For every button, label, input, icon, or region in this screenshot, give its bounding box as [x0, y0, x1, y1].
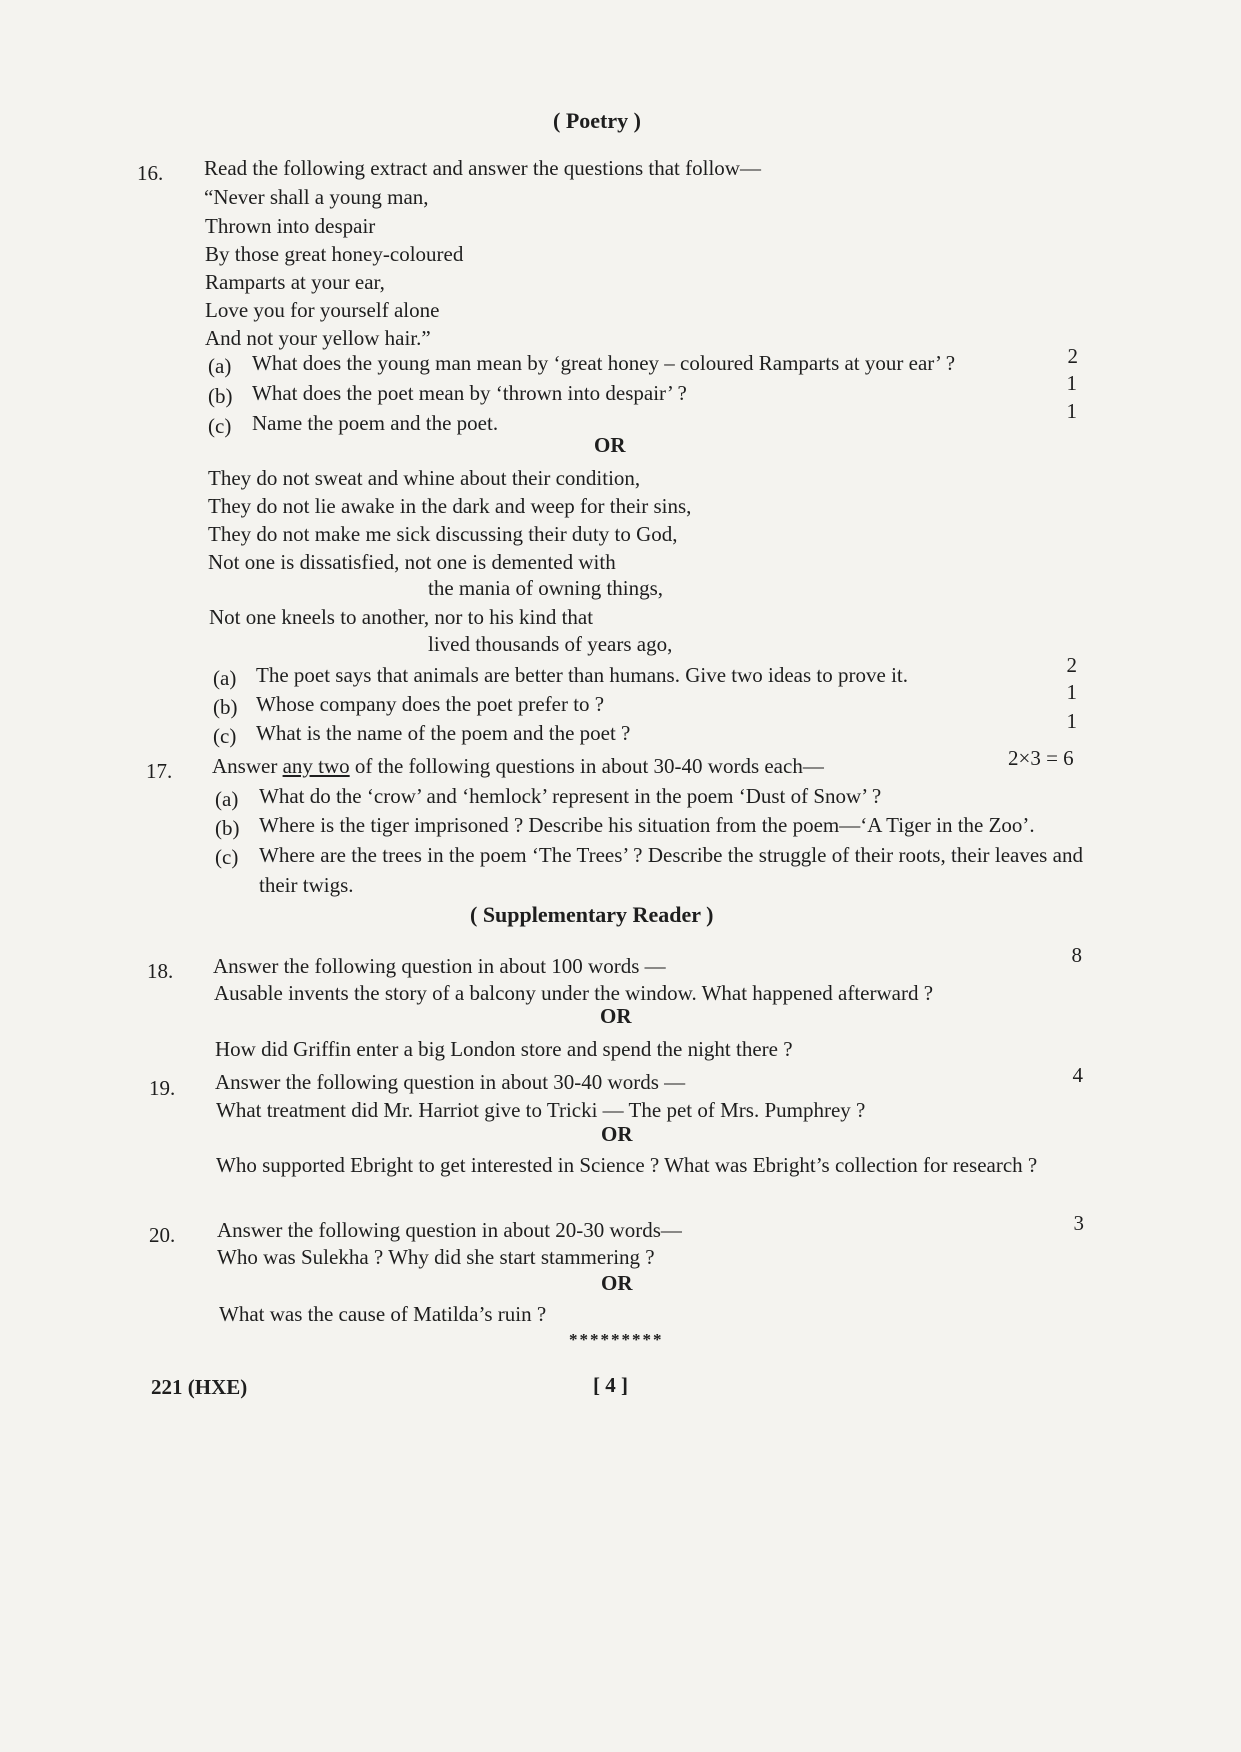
- question-number: 18.: [147, 959, 174, 983]
- poem-line: Not one kneels to another, nor to his kind that: [209, 605, 594, 629]
- or-divider: OR: [601, 1122, 633, 1146]
- or-divider: OR: [594, 433, 626, 457]
- sub-question-label: (c): [215, 845, 239, 869]
- question-number: 17.: [146, 759, 173, 783]
- poem-line: And not your yellow hair.”: [205, 326, 431, 350]
- sub-question-label: (c): [208, 414, 232, 438]
- sub-question-label: (b): [215, 816, 240, 840]
- question-prompt: Answer the following question in about 30-40 words —: [215, 1070, 686, 1094]
- marks: 2: [1066, 653, 1077, 677]
- marks: 2×3 = 6: [1008, 746, 1074, 770]
- poem-line: By those great honey-coloured: [205, 242, 464, 266]
- poem-line: They do not sweat and whine about their condition,: [208, 466, 641, 490]
- sub-question-text: What is the name of the poem and the poet ?: [256, 721, 631, 745]
- question-text: How did Griffin enter a big London store and spend the night there ?: [215, 1037, 793, 1061]
- question-number: 16.: [137, 161, 164, 185]
- sub-question-text: Name the poem and the poet.: [252, 411, 499, 435]
- sub-question-text: Whose company does the poet prefer to ?: [256, 692, 605, 716]
- question-text: Who supported Ebright to get interested in Science ? What was Ebright’s collection for research ?: [216, 1153, 1038, 1177]
- poem-line: “Never shall a young man,: [204, 185, 429, 209]
- paper-code: 221 (HXE): [151, 1375, 248, 1399]
- sub-question-label: (a): [208, 354, 232, 378]
- marks: 1: [1066, 399, 1077, 423]
- question-prompt: Answer the following question in about 20-30 words—: [217, 1218, 682, 1242]
- marks: 2: [1067, 344, 1078, 368]
- sub-question-text: What do the ‘crow’ and ‘hemlock’ represent in the poem ‘Dust of Snow’ ?: [259, 784, 882, 808]
- prompt-underlined: any two: [282, 754, 350, 778]
- marks: 3: [1073, 1211, 1084, 1235]
- marks: 1: [1066, 709, 1077, 733]
- marks: 1: [1066, 371, 1077, 395]
- question-text: What treatment did Mr. Harriot give to Tricki — The pet of Mrs. Pumphrey ?: [216, 1098, 866, 1122]
- question-number: 20.: [149, 1223, 176, 1247]
- sub-question-text: The poet says that animals are better than humans. Give two ideas to prove it.: [256, 663, 908, 687]
- sub-question-label: (a): [213, 666, 237, 690]
- prompt-text: Answer: [212, 754, 283, 778]
- question-text: Who was Sulekha ? Why did she start stammering ?: [217, 1245, 655, 1269]
- poem-line: the mania of owning things,: [428, 576, 664, 600]
- sub-question-text: Where are the trees in the poem ‘The Trees’ ? Describe the struggle of their roots, their leaves and their twigs.: [259, 843, 1083, 897]
- sub-question-label: (b): [208, 384, 233, 408]
- section-heading-supplementary: ( Supplementary Reader ): [470, 902, 714, 927]
- or-divider: OR: [600, 1004, 632, 1028]
- question-text: Ausable invents the story of a balcony under the window. What happened afterward ?: [214, 981, 934, 1005]
- sub-question-label: (a): [215, 787, 239, 811]
- poem-line: Not one is dissatisfied, not one is demented with: [208, 550, 616, 574]
- or-divider: OR: [601, 1271, 633, 1295]
- poem-line: They do not lie awake in the dark and weep for their sins,: [208, 494, 692, 518]
- poem-line: They do not make me sick discussing their duty to God,: [208, 522, 678, 546]
- sub-question-text: Where is the tiger imprisoned ? Describe his situation from the poem—‘A Tiger in the Zoo’.: [259, 813, 1035, 837]
- marks: 1: [1066, 680, 1077, 704]
- question-prompt: Read the following extract and answer the questions that follow—: [204, 156, 761, 180]
- question-prompt: Answer the following question in about 100 words —: [213, 954, 666, 978]
- sub-question-text: What does the poet mean by ‘thrown into despair’ ?: [252, 381, 687, 405]
- end-marker: *********: [569, 1330, 664, 1349]
- question-number: 19.: [149, 1076, 176, 1100]
- prompt-text: of the following questions in about 30-40 words each—: [349, 754, 824, 778]
- sub-question-text: What does the young man mean by ‘great honey – coloured Ramparts at your ear’ ?: [252, 351, 956, 375]
- poem-line: lived thousands of years ago,: [428, 632, 673, 656]
- marks: 8: [1071, 943, 1082, 967]
- poem-line: Love you for yourself alone: [205, 298, 440, 322]
- question-prompt: [212, 753, 824, 779]
- section-heading-poetry: ( Poetry ): [553, 108, 641, 133]
- question-text: What was the cause of Matilda’s ruin ?: [219, 1302, 547, 1326]
- poem-line: Thrown into despair: [205, 214, 376, 238]
- page-number: [ 4 ]: [593, 1373, 628, 1397]
- marks: 4: [1072, 1063, 1083, 1087]
- sub-question-label: (c): [213, 724, 237, 748]
- poem-line: Ramparts at your ear,: [205, 270, 385, 294]
- sub-question-label: (b): [213, 695, 238, 719]
